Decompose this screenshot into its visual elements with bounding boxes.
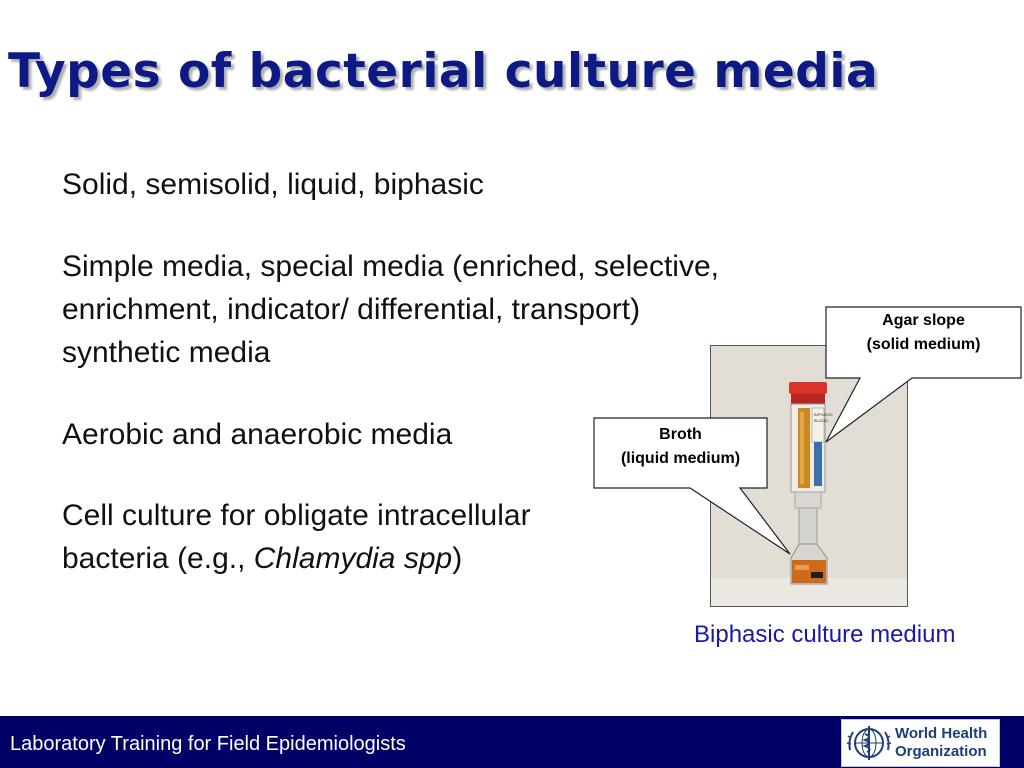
callout-line: Agar slope [882, 312, 965, 329]
bullet-line: Solid, semisolid, liquid, biphasic [62, 168, 484, 201]
bullet-text: bacteria (e.g., [62, 542, 254, 575]
who-emblem-icon [844, 720, 894, 766]
footer-course-title: Laboratory Training for Field Epidemiologists [10, 733, 406, 755]
who-wordmark-line: World Health [895, 725, 988, 742]
bullet-line: synthetic media [62, 336, 271, 369]
bullet-line: Aerobic and anaerobic media [62, 418, 453, 451]
callout-broth [594, 423, 767, 471]
footer-bar [0, 716, 1024, 768]
who-logo [841, 719, 1000, 767]
bullet-line: enrichment, indicator/ differential, transport) [62, 293, 641, 326]
who-wordmark [895, 725, 987, 761]
callout-line: (liquid medium) [620, 450, 741, 467]
label-text: BIPHASIC [814, 412, 833, 417]
who-wordmark-line: Organization [895, 743, 987, 760]
slide-title: Types of bacterial culture media [8, 44, 879, 99]
label-text: BLOOD [814, 418, 829, 423]
callout-line: Broth [659, 426, 702, 443]
bullet-line: Simple media, special media (enriched, selective, [62, 250, 719, 283]
bullet-text: ) [452, 542, 463, 575]
callout-line: (solid medium) [866, 336, 981, 353]
figure-caption: Biphasic culture medium [694, 621, 956, 648]
bullet-line: Cell culture for obligate intracellular [62, 499, 531, 532]
organism-name: Chlamydia spp [253, 542, 453, 575]
callout-agar-slope [826, 309, 1021, 357]
